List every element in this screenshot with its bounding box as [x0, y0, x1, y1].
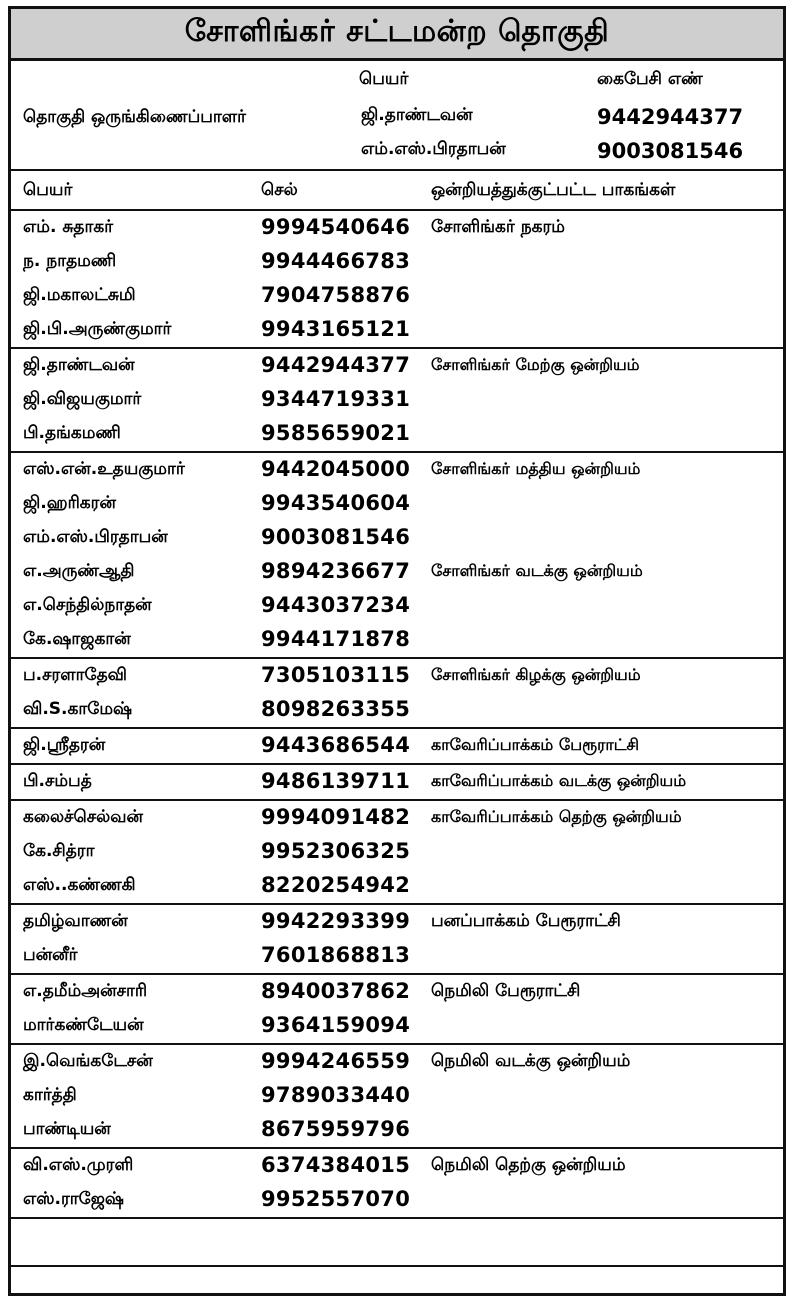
member-name: எ.செந்தில்நாதன்: [23, 595, 152, 615]
table-row: [11, 521, 783, 555]
member-name: ப.சரளாதேவி: [23, 665, 128, 685]
member-name: ஜி.பி.அருண்குமார்: [23, 319, 172, 339]
table-row: [11, 487, 783, 521]
member-name: எம்.எஸ்.பிரதாபன்: [23, 527, 168, 547]
table-row: [11, 835, 783, 869]
document-frame: [8, 6, 786, 1296]
contact-table-body: [11, 211, 783, 1219]
member-name: ஜி.தாண்டவன்: [23, 355, 135, 375]
divider: [11, 1265, 783, 1267]
coordinator-phone: 9003081546: [597, 139, 744, 163]
table-row: [11, 349, 783, 383]
member-area: காவேரிப்பாக்கம் தெற்கு ஒன்றியம்: [431, 807, 682, 826]
coordinator-name-header: பெயர்: [359, 69, 409, 89]
member-name: வி.எஸ்.முரளி: [23, 1155, 134, 1175]
table-row: [11, 589, 783, 623]
table-row: [11, 211, 783, 245]
table-group: [11, 801, 783, 905]
coordinator-name: ஜி.தாண்டவன்: [361, 105, 473, 125]
member-name: ஜி.மகாலட்சுமி: [23, 285, 136, 305]
coordinator-phone: 9442944377: [597, 105, 744, 129]
member-phone: 9442944377: [261, 353, 411, 377]
member-area: நெமிலி தெற்கு ஒன்றியம்: [431, 1155, 626, 1175]
member-phone: 8220254942: [261, 873, 411, 897]
member-name: கார்த்தி: [23, 1085, 77, 1105]
member-phone: 9952557070: [261, 1187, 411, 1211]
table-row: [11, 555, 783, 589]
member-area: சோளிங்கர் வடக்கு ஒன்றியம்: [431, 561, 643, 580]
member-phone: 9789033440: [261, 1083, 411, 1107]
member-name: எ.தமீம்அன்சாரி: [23, 981, 148, 1001]
member-phone: 9486139711: [261, 769, 411, 793]
table-row: [11, 659, 783, 693]
member-phone: 9952306325: [261, 839, 411, 863]
member-name: கலைச்செல்வன்: [23, 807, 143, 827]
member-area: சோளிங்கர் நகரம்: [431, 217, 565, 237]
table-row: [11, 1183, 783, 1217]
table-group: [11, 211, 783, 349]
member-phone: 9443037234: [261, 593, 411, 617]
member-name: கே.சித்ரா: [23, 841, 95, 861]
table-group: [11, 975, 783, 1045]
table-row: [11, 1079, 783, 1113]
member-phone: 9994540646: [261, 215, 411, 239]
member-phone: 9944171878: [261, 627, 411, 651]
member-phone: 8098263355: [261, 697, 411, 721]
table-row: [11, 1045, 783, 1079]
member-phone: 6374384015: [261, 1153, 411, 1177]
member-phone: 9585659021: [261, 421, 411, 445]
member-phone: 9344719331: [261, 387, 411, 411]
member-name: ஜி.ஹரிகரன்: [23, 493, 116, 513]
table-row: [11, 417, 783, 451]
table-group: [11, 453, 783, 659]
member-name: எஸ்.என்.உதயகுமார்: [23, 459, 185, 479]
member-phone: 8940037862: [261, 979, 411, 1003]
member-phone: 8675959796: [261, 1117, 411, 1141]
table-row: [11, 623, 783, 657]
table-group: [11, 905, 783, 975]
column-header-area: ஒன்றியத்துக்குட்பட்ட பாகங்கள்: [431, 180, 676, 200]
member-name: தமிழ்வாணன்: [23, 911, 128, 931]
member-area: சோளிங்கர் மேற்கு ஒன்றியம்: [431, 355, 640, 374]
member-name: எம். சுதாகர்: [23, 217, 114, 237]
table-row: [11, 765, 783, 799]
member-name: எஸ்..கண்ணகி: [23, 875, 136, 895]
table-row: [11, 939, 783, 973]
member-name: வி.S.காமேஷ்: [23, 699, 133, 719]
table-row: [11, 975, 783, 1009]
coordinator-block: [11, 61, 783, 171]
member-area: சோளிங்கர் கிழக்கு ஒன்றியம்: [431, 665, 641, 684]
table-header: [11, 171, 783, 211]
page-title: சோளிங்கர் சட்டமன்ற தொகுதி: [11, 9, 783, 61]
member-name: பாண்டியன்: [23, 1119, 111, 1139]
member-name: ஜி.ஸ்ரீதரன்: [23, 735, 106, 755]
table-row: [11, 1149, 783, 1183]
member-phone: 9894236677: [261, 559, 411, 583]
table-row: [11, 313, 783, 347]
member-area: காவேரிப்பாக்கம் பேரூராட்சி: [431, 735, 640, 754]
member-area: சோளிங்கர் மத்திய ஒன்றியம்: [431, 459, 641, 478]
member-name: பன்னீர்: [23, 945, 78, 965]
column-header-name: பெயர்: [23, 180, 73, 200]
table-row: [11, 383, 783, 417]
member-area: பனப்பாக்கம் பேரூராட்சி: [431, 911, 621, 931]
member-area: நெமிலி வடக்கு ஒன்றியம்: [431, 1051, 631, 1071]
table-row: [11, 693, 783, 727]
member-phone: 9364159094: [261, 1013, 411, 1037]
member-name: பி.சம்பத்: [23, 771, 92, 791]
member-phone: 9942293399: [261, 909, 411, 933]
table-group: [11, 1149, 783, 1219]
member-phone: 9442045000: [261, 457, 411, 481]
member-name: பி.தங்கமணி: [23, 423, 121, 443]
table-row: [11, 729, 783, 763]
member-name: இ.வெங்கடேசன்: [23, 1051, 153, 1071]
coordinator-phone-header: கைபேசி எண்: [597, 69, 703, 89]
table-group: [11, 729, 783, 765]
member-phone: 9943165121: [261, 317, 411, 341]
member-phone: 7601868813: [261, 943, 411, 967]
member-name: ஜி.விஜயகுமார்: [23, 389, 142, 409]
table-row: [11, 453, 783, 487]
table-group: [11, 765, 783, 801]
table-row: [11, 905, 783, 939]
member-phone: 9943540604: [261, 491, 411, 515]
table-row: [11, 279, 783, 313]
member-phone: 9994091482: [261, 805, 411, 829]
table-row: [11, 869, 783, 903]
member-name: எ.அருண்ஆதி: [23, 561, 135, 581]
table-row: [11, 1009, 783, 1043]
table-group: [11, 1045, 783, 1149]
member-area: நெமிலி பேரூராட்சி: [431, 981, 581, 1001]
member-name: ந. நாதமணி: [23, 251, 117, 271]
table-row: [11, 245, 783, 279]
table-group: [11, 349, 783, 453]
coordinator-role: தொகுதி ஒருங்கிணைப்பாளர்: [23, 107, 246, 127]
member-name: எஸ்.ராஜேஷ்: [23, 1189, 124, 1209]
table-row: [11, 1113, 783, 1147]
member-phone: 9003081546: [261, 525, 411, 549]
table-row: [11, 801, 783, 835]
member-phone: 7305103115: [261, 663, 411, 687]
member-phone: 7904758876: [261, 283, 411, 307]
member-name: மார்கண்டேயன்: [23, 1015, 144, 1035]
column-header-phone: செல்: [261, 180, 298, 200]
coordinator-name: எம்.எஸ்.பிரதாபன்: [361, 139, 506, 159]
member-phone: 9994246559: [261, 1049, 411, 1073]
member-area: காவேரிப்பாக்கம் வடக்கு ஒன்றியம்: [431, 771, 687, 790]
member-phone: 9443686544: [261, 733, 411, 757]
member-phone: 9944466783: [261, 249, 411, 273]
member-name: கே.ஷாஜகான்: [23, 629, 131, 649]
table-group: [11, 659, 783, 729]
